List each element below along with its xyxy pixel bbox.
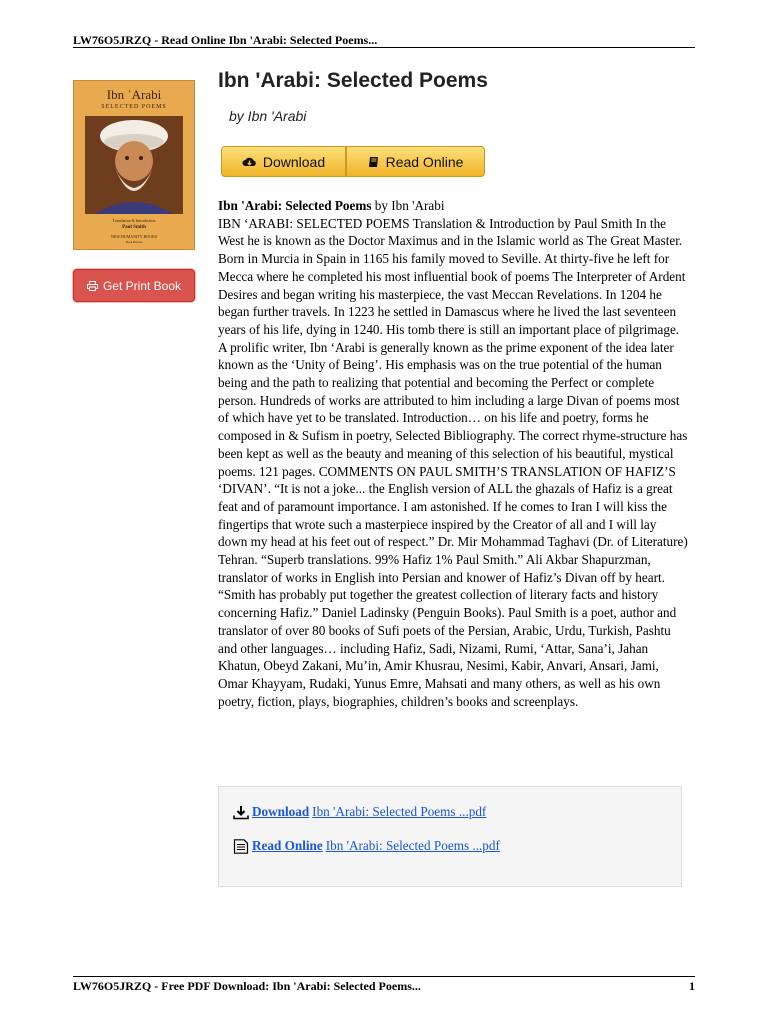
action-buttons — [221, 146, 485, 177]
download-link-label[interactable]: Download — [252, 804, 310, 819]
page-number: 1 — [689, 979, 695, 993]
book-author: by Ibn 'Arabi — [229, 108, 307, 124]
footer-text: LW76O5JRZQ - Free PDF Download: Ibn 'Arabi: Selected Poems... — [73, 979, 421, 993]
cloud-download-icon — [242, 156, 257, 168]
download-arrow-icon — [233, 806, 249, 820]
download-button-label: Download — [262, 153, 326, 170]
cover-line1: Translation & Introduction — [112, 218, 156, 223]
book-description — [218, 197, 688, 710]
description-body: IBN ‘ARABI: SELECTED POEMS Translation & Introduction by Paul Smith In the West he is known as the Doctor Maximus and in the Islamic world as The Great Master. Born in Murcia in Spain in 1165 his family moved to Seville. At thirty-five he left for Mecca where he completed his most influential book of poems The Interpreter of Ardent Desires and began writing his masterpiece, the vast Meccan Revelations. In 1204 he began further travels. In 1223 he settled in Damascus where he lived the last seventeen years of his life, dying in 1240. His tomb there is still an important place of pilgrimage. A prolific writer, Ibn ‘Arabi is generally known as the prime exponent of the idea later known as the ‘Unity of Being’. His emphasis was on the true potential of the human being and the path to realizing that potential and becoming the Perfect or complete person. Hundreds of works are attributed to him including a large Divan of poems most of which have yet to be translated. Introduction… on his life and poetry, forms he composed in & Sufism in poetry, Selected Bibliography. The correct rhyme-structure has been kept as well as the beauty and meaning of this selection of his beautiful, mystical poems. 121 pages. COMMENTS ON PAUL SMITH’S TRANSLATION OF HAFIZ’S ‘DIVAN’. “It is not a joke... the English version of ALL the ghazals of Hafiz is a great feat and of paramount importance. I am astonished. If he comes to Iran I will kiss the fingertips that wrote such a masterpiece inspired by the Creator of all and I will lay down my head at his feet out of respect.” Dr. Mir Mohammad Taghavi (Dr. of Literature) Tehran. “Superb translations. 99% Hafiz 1% Paul Smith.” Ali Akbar Shapurzman, translator of works in English into Persian and knower of Hafiz’s Divan off by heart. “Smith has probably put together the greatest collection of literary facts and history concerning Hafiz.” Daniel Ladinsky (Penguin Books). Paul Smith is a poet, author and translator of over 80 books of Sufi poets of the Persian, Arabic, Urdu, Turkish, Pashtu and other languages… including Hafiz, Sadi, Nizami, Rumi, ‘Attar, Sana’i, Jahan Khatun, Obeyd Zakani, Mu’in, Amir Khusrau, Nesimi, Kabir, Anvari, Ansari, Jami, Omar Khayyam, Rudaki, Yunus Emre, Mahsati and many others, as well as his own poetry, fiction, plays, biographies, children’s books and screenplays. — [218, 215, 688, 709]
read-online-pdf-link[interactable] — [233, 838, 500, 854]
printer-icon — [87, 281, 98, 291]
cover-title: Ibn ʿArabi — [106, 87, 162, 102]
header-rule — [73, 47, 695, 48]
footer-rule — [73, 976, 695, 977]
book-icon — [368, 156, 380, 168]
read-online-link-label[interactable]: Read Online — [252, 838, 323, 853]
description-title: Ibn 'Arabi: Selected Poems — [218, 198, 372, 213]
page-header: LW76O5JRZQ - Read Online Ibn 'Arabi: Selected Poems... — [73, 33, 378, 47]
read-online-button[interactable] — [346, 146, 485, 177]
download-pdf-link[interactable] — [233, 804, 486, 820]
cover-portrait — [85, 116, 183, 214]
document-icon — [233, 839, 249, 854]
read-online-button-label: Read Online — [385, 153, 464, 170]
book-title: Ibn 'Arabi: Selected Poems — [218, 69, 488, 92]
description-by: by Ibn 'Arabi — [371, 198, 445, 213]
download-link-text[interactable]: Ibn 'Arabi: Selected Poems ...pdf — [312, 804, 487, 819]
get-print-book-label: Get Print Book — [102, 278, 182, 293]
download-button[interactable] — [221, 146, 346, 177]
book-cover[interactable] — [73, 80, 195, 250]
read-online-link-text[interactable]: Ibn 'Arabi: Selected Poems ...pdf — [325, 838, 500, 853]
page-footer — [73, 979, 695, 993]
cover-publisher: NEW HUMANITY BOOKS — [110, 234, 158, 239]
cover-author: Paul Smith — [122, 225, 146, 230]
download-links-box — [218, 786, 682, 887]
get-print-book-button[interactable] — [73, 269, 195, 302]
cover-subtitle: SELECTED POEMS — [101, 104, 167, 110]
cover-footer: Book Heaven — [125, 240, 143, 244]
